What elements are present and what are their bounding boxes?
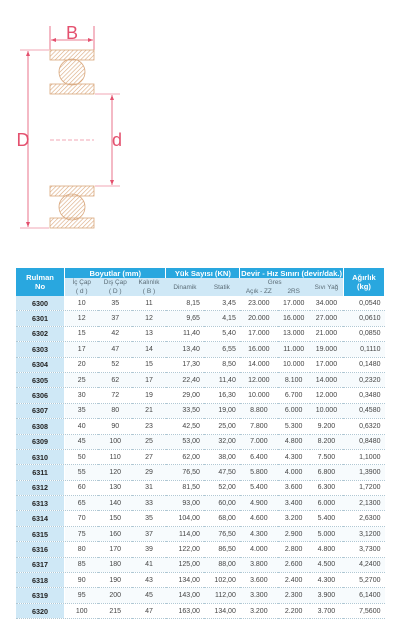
table-row (16, 403, 385, 418)
cell-inner-diameter: 12 (65, 311, 99, 326)
cell-static-load: 102,00 (204, 573, 240, 588)
cell-speed-2rs: 2.600 (278, 557, 310, 572)
cell-dynamic-load: 81,50 (166, 480, 204, 495)
cell-outer-diameter: 190 (98, 573, 132, 588)
cell-dynamic-load: 33,50 (166, 403, 204, 418)
cell-speed-2rs: 4.800 (278, 434, 310, 449)
cell-weight: 0,0850 (343, 326, 384, 341)
cell-dynamic-load: 122,00 (166, 542, 204, 557)
table-row (16, 434, 385, 449)
cell-speed-oil: 4.500 (310, 557, 344, 572)
cell-speed-oil: 12.000 (310, 388, 344, 403)
cell-width: 33 (132, 496, 166, 511)
sivi-yag-header: Sıvı Yağ (310, 278, 344, 296)
cell-weight: 0,1480 (343, 357, 384, 372)
cell-inner-diameter: 35 (65, 403, 99, 418)
cell-weight: 7,5600 (343, 603, 384, 618)
devir-header: Devir - Hız Sınırı (devir/dak.) (241, 268, 342, 278)
cell-outer-diameter: 110 (98, 449, 132, 464)
cell-speed-2rs: 2.300 (278, 588, 310, 603)
bearing-cross-section-diagram (0, 0, 401, 260)
cell-speed-open-zz: 14.000 (240, 357, 278, 372)
cell-speed-2rs: 4.000 (278, 465, 310, 480)
cell-speed-2rs: 16.000 (278, 311, 310, 326)
rulman-no-header (16, 268, 65, 296)
cell-inner-diameter: 45 (65, 434, 99, 449)
cell-width: 39 (132, 542, 166, 557)
cell-static-load: 19,00 (204, 403, 240, 418)
cell-inner-diameter: 90 (65, 573, 99, 588)
cell-speed-open-zz: 20.000 (240, 311, 278, 326)
cell-outer-diameter: 90 (98, 419, 132, 434)
cell-dynamic-load: 53,00 (166, 434, 204, 449)
cell-bearing-no: 6316 (16, 542, 65, 557)
cell-speed-oil: 27.000 (310, 311, 344, 326)
cell-outer-diameter: 120 (98, 465, 132, 480)
cell-width: 11 (132, 296, 166, 311)
inner-diameter-label: d (111, 130, 123, 150)
cell-width: 14 (132, 342, 166, 357)
cell-speed-open-zz: 5.800 (240, 465, 278, 480)
cell-bearing-no: 6309 (16, 434, 65, 449)
rulman-header-label: Rulman (26, 273, 54, 282)
cell-speed-open-zz: 5.400 (240, 480, 278, 495)
acik-zz-header: Açık - ZZ (240, 287, 278, 296)
cell-outer-diameter: 140 (98, 496, 132, 511)
cell-speed-open-zz: 12.000 (240, 372, 278, 387)
table-row (16, 311, 385, 326)
cell-dynamic-load: 42,50 (166, 419, 204, 434)
table-row (16, 326, 385, 341)
cell-speed-oil: 6.800 (310, 465, 344, 480)
cell-dynamic-load: 93,00 (166, 496, 204, 511)
cell-outer-diameter: 42 (98, 326, 132, 341)
cell-outer-diameter: 47 (98, 342, 132, 357)
cell-weight: 0,4580 (343, 403, 384, 418)
cell-speed-2rs: 5.300 (278, 419, 310, 434)
cell-static-load: 68,00 (204, 511, 240, 526)
cell-width: 25 (132, 434, 166, 449)
no-header-label: No (34, 282, 46, 291)
cell-speed-open-zz: 3.800 (240, 557, 278, 572)
cell-static-load: 5,40 (204, 326, 240, 341)
cell-speed-open-zz: 8.800 (240, 403, 278, 418)
table-row (16, 342, 385, 357)
cell-speed-2rs: 3.400 (278, 496, 310, 511)
width-label-b: B (65, 23, 79, 43)
cell-dynamic-load: 29,00 (166, 388, 204, 403)
cell-inner-diameter: 65 (65, 496, 99, 511)
cell-width: 43 (132, 573, 166, 588)
cell-speed-2rs: 17.000 (278, 296, 310, 311)
cell-inner-diameter: 85 (65, 557, 99, 572)
cell-inner-diameter: 55 (65, 465, 99, 480)
cell-static-load: 38,00 (204, 449, 240, 464)
cell-bearing-no: 6320 (16, 603, 65, 618)
cell-static-load: 4,15 (204, 311, 240, 326)
cell-speed-open-zz: 4.600 (240, 511, 278, 526)
cell-weight: 2,6300 (343, 511, 384, 526)
cell-speed-oil: 17.000 (310, 357, 344, 372)
table-row (16, 388, 385, 403)
cell-inner-diameter: 30 (65, 388, 99, 403)
table-row (16, 588, 385, 603)
cell-dynamic-load: 76,50 (166, 465, 204, 480)
cell-speed-oil: 9.200 (310, 419, 344, 434)
cell-static-load: 112,00 (204, 588, 240, 603)
cell-outer-diameter: 200 (98, 588, 132, 603)
cell-bearing-no: 6306 (16, 388, 65, 403)
agirlik-header (343, 268, 384, 296)
cell-bearing-no: 6304 (16, 357, 65, 372)
cell-inner-diameter: 100 (65, 603, 99, 618)
cell-bearing-no: 6307 (16, 403, 65, 418)
ic-cap-header: İç Çap (65, 278, 99, 287)
table-row (16, 557, 385, 572)
cell-outer-diameter: 100 (98, 434, 132, 449)
bearing-spec-table (16, 268, 385, 619)
cell-inner-diameter: 70 (65, 511, 99, 526)
cell-speed-open-zz: 23.000 (240, 296, 278, 311)
kg-label: (kg) (356, 282, 371, 291)
cell-width: 47 (132, 603, 166, 618)
cell-width: 41 (132, 557, 166, 572)
cell-outer-diameter: 170 (98, 542, 132, 557)
cell-outer-diameter: 35 (98, 296, 132, 311)
cell-bearing-no: 6311 (16, 465, 65, 480)
cell-weight: 6,1400 (343, 588, 384, 603)
cell-width: 31 (132, 480, 166, 495)
upper-ring-section (50, 50, 94, 94)
cell-static-load: 6,55 (204, 342, 240, 357)
cell-bearing-no: 6312 (16, 480, 65, 495)
cell-speed-2rs: 2.900 (278, 526, 310, 541)
cell-bearing-no: 6305 (16, 372, 65, 387)
cell-width: 45 (132, 588, 166, 603)
cell-speed-oil: 4.800 (310, 542, 344, 557)
cell-dynamic-load: 22,40 (166, 372, 204, 387)
cell-speed-oil: 21.000 (310, 326, 344, 341)
cell-static-load: 88,00 (204, 557, 240, 572)
cell-speed-oil: 6.300 (310, 480, 344, 495)
cell-inner-diameter: 60 (65, 480, 99, 495)
statik-header: Statik (204, 278, 240, 296)
cell-speed-oil: 3.700 (310, 603, 344, 618)
cell-width: 17 (132, 372, 166, 387)
dis-cap-symbol: ( D ) (98, 287, 132, 296)
table-row (16, 526, 385, 541)
outer-diameter-label: D (16, 130, 30, 150)
cell-speed-2rs: 2.400 (278, 573, 310, 588)
cell-inner-diameter: 25 (65, 372, 99, 387)
cell-speed-open-zz: 3.600 (240, 573, 278, 588)
cell-width: 29 (132, 465, 166, 480)
cell-bearing-no: 6302 (16, 326, 65, 341)
cell-inner-diameter: 75 (65, 526, 99, 541)
cell-dynamic-load: 11,40 (166, 326, 204, 341)
table-row (16, 511, 385, 526)
cell-speed-oil: 7.500 (310, 449, 344, 464)
cell-speed-open-zz: 7.800 (240, 419, 278, 434)
cell-bearing-no: 6303 (16, 342, 65, 357)
cell-bearing-no: 6315 (16, 526, 65, 541)
cell-static-load: 76,50 (204, 526, 240, 541)
cell-dynamic-load: 17,30 (166, 357, 204, 372)
table-body (16, 296, 385, 619)
cell-speed-oil: 14.000 (310, 372, 344, 387)
table-row (16, 603, 385, 618)
cell-speed-2rs: 11.000 (278, 342, 310, 357)
cell-speed-2rs: 2.200 (278, 603, 310, 618)
cell-static-load: 52,00 (204, 480, 240, 495)
cell-width: 35 (132, 511, 166, 526)
table-row (16, 372, 385, 387)
cell-weight: 1,1000 (343, 449, 384, 464)
cell-outer-diameter: 62 (98, 372, 132, 387)
cell-width: 27 (132, 449, 166, 464)
cell-weight: 1,3900 (343, 465, 384, 480)
table-row (16, 480, 385, 495)
table-row (16, 449, 385, 464)
cell-speed-2rs: 6.000 (278, 403, 310, 418)
cell-speed-2rs: 4.300 (278, 449, 310, 464)
cell-dynamic-load: 134,00 (166, 573, 204, 588)
cell-dynamic-load: 143,00 (166, 588, 204, 603)
cell-static-load: 32,00 (204, 434, 240, 449)
cell-speed-oil: 4.300 (310, 573, 344, 588)
cell-static-load: 25,00 (204, 419, 240, 434)
cell-dynamic-load: 125,00 (166, 557, 204, 572)
cell-speed-2rs: 2.800 (278, 542, 310, 557)
cell-outer-diameter: 150 (98, 511, 132, 526)
cell-speed-2rs: 6.700 (278, 388, 310, 403)
cell-speed-oil: 6.000 (310, 496, 344, 511)
cell-static-load: 86,50 (204, 542, 240, 557)
cell-bearing-no: 6317 (16, 557, 65, 572)
kalinlik-symbol: ( B ) (132, 287, 166, 296)
cell-static-load: 134,00 (204, 603, 240, 618)
cell-weight: 0,6320 (343, 419, 384, 434)
cell-speed-oil: 8.200 (310, 434, 344, 449)
cell-width: 19 (132, 388, 166, 403)
cell-width: 15 (132, 357, 166, 372)
cell-speed-open-zz: 17.000 (240, 326, 278, 341)
cell-bearing-no: 6301 (16, 311, 65, 326)
cell-weight: 4,2400 (343, 557, 384, 572)
ic-cap-symbol: ( d ) (65, 287, 99, 296)
cell-speed-open-zz: 4.000 (240, 542, 278, 557)
table-row (16, 419, 385, 434)
cell-dynamic-load: 62,00 (166, 449, 204, 464)
cell-static-load: 8,50 (204, 357, 240, 372)
two-rs-header: 2RS (278, 287, 310, 296)
cell-speed-2rs: 10.000 (278, 357, 310, 372)
cell-bearing-no: 6308 (16, 419, 65, 434)
cell-speed-open-zz: 16.000 (240, 342, 278, 357)
cell-weight: 0,2320 (343, 372, 384, 387)
cell-inner-diameter: 17 (65, 342, 99, 357)
cell-speed-open-zz: 6.400 (240, 449, 278, 464)
yuk-sayisi-header: Yük Sayısı (KN) (166, 268, 240, 278)
cell-speed-oil: 5.400 (310, 511, 344, 526)
cell-inner-diameter: 10 (65, 296, 99, 311)
cell-speed-2rs: 13.000 (278, 326, 310, 341)
cell-weight: 0,8480 (343, 434, 384, 449)
cell-inner-diameter: 15 (65, 326, 99, 341)
cell-static-load: 47,50 (204, 465, 240, 480)
cell-dynamic-load: 9,65 (166, 311, 204, 326)
cell-weight: 3,7300 (343, 542, 384, 557)
gres-header: Gres (240, 278, 310, 287)
cell-speed-open-zz: 3.200 (240, 603, 278, 618)
cell-bearing-no: 6310 (16, 449, 65, 464)
dinamik-header: Dinamik (166, 278, 204, 296)
cell-speed-2rs: 8.100 (278, 372, 310, 387)
cell-inner-diameter: 40 (65, 419, 99, 434)
cell-bearing-no: 6318 (16, 573, 65, 588)
cell-static-load: 11,40 (204, 372, 240, 387)
table-header (16, 268, 385, 296)
cell-speed-oil: 19.000 (310, 342, 344, 357)
cell-outer-diameter: 72 (98, 388, 132, 403)
cell-outer-diameter: 180 (98, 557, 132, 572)
cell-static-load: 16,30 (204, 388, 240, 403)
cell-weight: 0,0540 (343, 296, 384, 311)
cell-speed-open-zz: 4.300 (240, 526, 278, 541)
cell-speed-oil: 3.900 (310, 588, 344, 603)
cell-inner-diameter: 80 (65, 542, 99, 557)
cell-width: 37 (132, 526, 166, 541)
table-row (16, 296, 385, 311)
table-row (16, 542, 385, 557)
cell-speed-2rs: 3.600 (278, 480, 310, 495)
cell-weight: 3,1200 (343, 526, 384, 541)
cell-width: 21 (132, 403, 166, 418)
cell-weight: 1,7200 (343, 480, 384, 495)
cell-static-load: 3,45 (204, 296, 240, 311)
cell-outer-diameter: 215 (98, 603, 132, 618)
cell-inner-diameter: 50 (65, 449, 99, 464)
kalinlik-header: Kalınlık (132, 278, 166, 287)
cell-bearing-no: 6313 (16, 496, 65, 511)
cell-weight: 0,0610 (343, 311, 384, 326)
lower-ring-section (50, 186, 94, 228)
cell-dynamic-load: 8,15 (166, 296, 204, 311)
cell-outer-diameter: 130 (98, 480, 132, 495)
cell-outer-diameter: 52 (98, 357, 132, 372)
cell-width: 23 (132, 419, 166, 434)
cell-inner-diameter: 95 (65, 588, 99, 603)
cell-weight: 5,2700 (343, 573, 384, 588)
cell-bearing-no: 6314 (16, 511, 65, 526)
table-row (16, 465, 385, 480)
cell-dynamic-load: 114,00 (166, 526, 204, 541)
cell-speed-open-zz: 10.000 (240, 388, 278, 403)
cell-dynamic-load: 104,00 (166, 511, 204, 526)
agirlik-label: Ağırlık (352, 273, 376, 282)
cell-bearing-no: 6319 (16, 588, 65, 603)
table-row (16, 573, 385, 588)
cell-outer-diameter: 37 (98, 311, 132, 326)
cell-static-load: 60,00 (204, 496, 240, 511)
cell-inner-diameter: 20 (65, 357, 99, 372)
cell-width: 13 (132, 326, 166, 341)
cell-dynamic-load: 163,00 (166, 603, 204, 618)
cell-outer-diameter: 80 (98, 403, 132, 418)
cell-speed-oil: 34.000 (310, 296, 344, 311)
cell-width: 12 (132, 311, 166, 326)
cell-speed-oil: 5.000 (310, 526, 344, 541)
dis-cap-header: Dış Çap (98, 278, 132, 287)
cell-dynamic-load: 13,40 (166, 342, 204, 357)
cell-speed-oil: 10.000 (310, 403, 344, 418)
cell-weight: 2,1300 (343, 496, 384, 511)
table-row (16, 496, 385, 511)
cell-weight: 0,1110 (343, 342, 384, 357)
table-row (16, 357, 385, 372)
cell-speed-open-zz: 7.000 (240, 434, 278, 449)
cell-weight: 0,3480 (343, 388, 384, 403)
cell-speed-2rs: 3.200 (278, 511, 310, 526)
cell-bearing-no: 6300 (16, 296, 65, 311)
cell-outer-diameter: 160 (98, 526, 132, 541)
cell-speed-open-zz: 3.300 (240, 588, 278, 603)
cell-speed-open-zz: 4.900 (240, 496, 278, 511)
boyutlar-header: Boyutlar (mm) (65, 268, 166, 278)
